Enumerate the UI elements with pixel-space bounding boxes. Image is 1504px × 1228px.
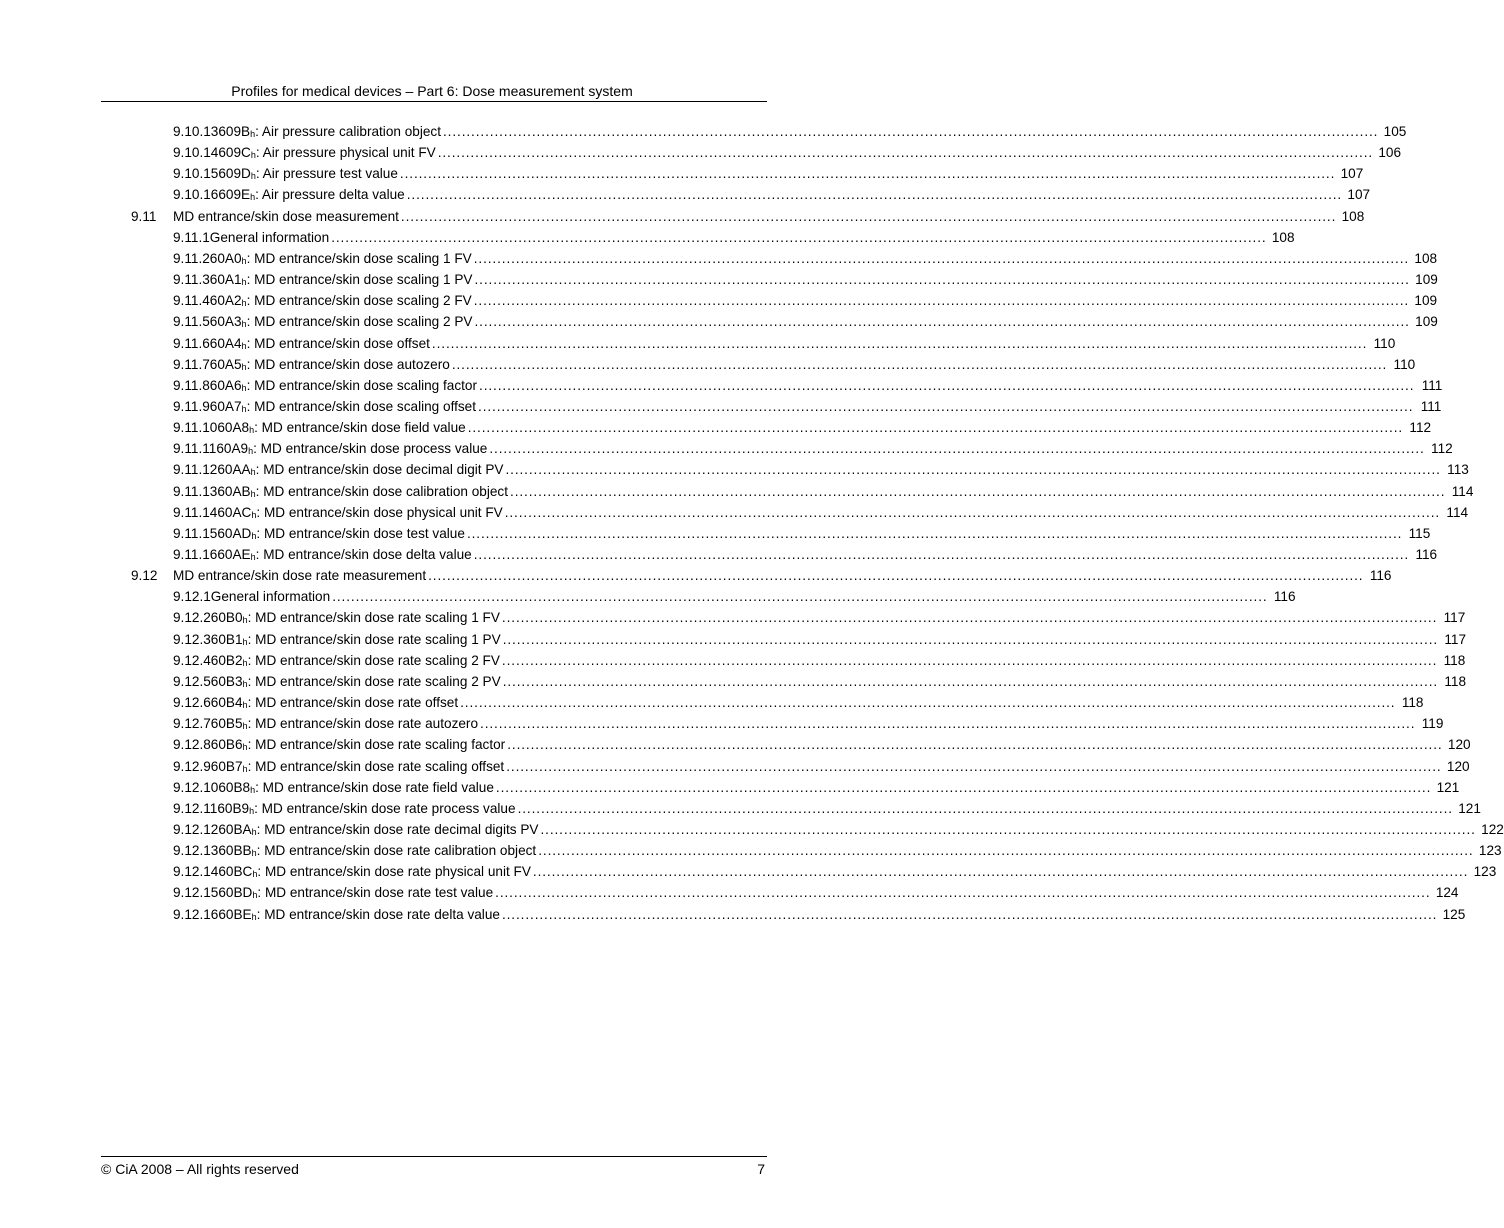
- toc-section-number: 9.11.6: [173, 335, 210, 351]
- toc-page-number: 110: [1373, 335, 1396, 351]
- toc-entry-text: : Air pressure test value: [255, 166, 398, 182]
- toc-entry-text: : MD entrance/skin dose scaling 2 FV: [246, 293, 472, 309]
- hex-subscript: h: [250, 171, 256, 182]
- toc-entry[interactable]: [0, 734, 1471, 755]
- dot-leader: ........................................................................................................................................................................................................: [502, 673, 1439, 689]
- toc-section-number: 9.12.4: [173, 652, 211, 668]
- toc-object-index: 60BE: [218, 906, 252, 922]
- dot-leader: ........................................................................................................................................................................................................: [460, 695, 1396, 711]
- toc-page-number: 123: [1478, 843, 1502, 859]
- hex-subscript: h: [242, 700, 248, 711]
- toc-object-index: 609E: [218, 187, 251, 203]
- toc-object-index: 60B5: [210, 716, 243, 732]
- toc-page-number: 116: [1273, 589, 1296, 605]
- toc-section-number: 9.12.9: [173, 758, 211, 774]
- dot-leader: ........................................................................................................................................................................................................: [538, 843, 1474, 859]
- toc-object-index: 60AC: [217, 504, 252, 520]
- dot-leader: ........................................................................................................................................................................................................: [479, 377, 1415, 393]
- toc-section-number: 9.11.15: [173, 525, 218, 541]
- toc-section-number: 9.12.15: [173, 885, 219, 901]
- toc-entry[interactable]: [0, 650, 1466, 671]
- toc-entry[interactable]: [0, 692, 1424, 713]
- hex-subscript: h: [251, 826, 257, 837]
- toc-entry[interactable]: [0, 607, 1466, 628]
- toc-entry-text: : MD entrance/skin dose scaling 1 PV: [246, 272, 473, 288]
- toc-page-number: 110: [1393, 356, 1416, 372]
- toc-page-number: 116: [1369, 568, 1392, 584]
- toc-entry-text: : MD entrance/skin dose calibration object: [255, 483, 509, 499]
- toc-entry-text: : MD entrance/skin dose process value: [253, 441, 488, 457]
- dot-leader: ........................................................................................................................................................................................................: [428, 568, 1364, 584]
- toc-section-number: 9.11.13: [173, 483, 218, 499]
- toc-object-index: 60A0: [209, 250, 242, 266]
- hex-subscript: h: [251, 911, 257, 922]
- toc-entry[interactable]: [0, 481, 1474, 502]
- toc-page-number: 108: [1271, 229, 1295, 245]
- toc-page-number: 118: [1444, 673, 1467, 689]
- hex-subscript: h: [241, 277, 247, 288]
- dot-leader: ........................................................................................................................................................................................................: [495, 779, 1432, 795]
- page-header: [101, 82, 767, 102]
- toc-entry-text: : MD entrance/skin dose decimal digit PV: [255, 462, 504, 478]
- hex-subscript: h: [248, 446, 254, 457]
- hex-subscript: h: [242, 636, 248, 647]
- hex-subscript: h: [242, 742, 248, 753]
- toc-page-number: 123: [1473, 864, 1497, 880]
- toc-entry-text: : MD entrance/skin dose rate decimal digits PV: [256, 821, 539, 837]
- toc-section-number: 9.12: [131, 568, 158, 584]
- dot-leader: ........................................................................................................................................................................................................: [406, 187, 1343, 203]
- toc-object-index: 60A1: [209, 272, 242, 288]
- toc-object-index: 60A2: [209, 293, 242, 309]
- hex-subscript: h: [250, 467, 256, 478]
- dot-leader: ........................................................................................................................................................................................................: [501, 906, 1438, 922]
- toc-object-index: 60A8: [217, 420, 250, 436]
- page-number: 7: [757, 1161, 765, 1177]
- toc-object-index: 60A4: [209, 335, 242, 351]
- toc-section-number: 9.11.1: [173, 229, 210, 245]
- toc-page-number: 109: [1414, 293, 1438, 309]
- toc-entry[interactable]: [0, 861, 1497, 882]
- toc-section-number: 9.12.1: [173, 589, 211, 605]
- toc-section-number: 9.10.14: [173, 145, 219, 161]
- toc-entry[interactable]: [0, 396, 1442, 417]
- toc-entry-text: : MD entrance/skin dose rate calibration object: [256, 843, 537, 859]
- toc-object-index: 60A5: [209, 356, 242, 372]
- toc-object-index: 60B0: [210, 610, 243, 626]
- toc-page-number: 114: [1446, 504, 1469, 520]
- dot-leader: ........................................................................................................................................................................................................: [467, 420, 1404, 436]
- dot-leader: ........................................................................................................................................................................................................: [501, 610, 1438, 626]
- toc-section-number: 9.12.8: [173, 737, 211, 753]
- toc-page-number: 121: [1436, 779, 1460, 795]
- toc-section-number: 9.12.7: [173, 716, 211, 732]
- header-title: Profiles for medical devices – Part 6: Dose measurement system: [231, 83, 633, 99]
- toc-page-number: 116: [1415, 547, 1438, 562]
- toc-page-number: 111: [1421, 377, 1443, 393]
- toc-object-index: 60A6: [209, 377, 242, 393]
- toc-page-number: 114: [1451, 483, 1474, 499]
- toc-entry[interactable]: [0, 142, 1402, 163]
- toc-section-number: 9.12.11: [173, 800, 218, 816]
- dot-leader: ........................................................................................................................................................................................................: [466, 525, 1403, 541]
- toc-page-number: 106: [1378, 145, 1402, 161]
- toc-entry[interactable]: [0, 417, 1432, 438]
- toc-entry[interactable]: [0, 269, 1438, 290]
- toc-object-index: 60B1: [210, 631, 243, 647]
- toc-entry[interactable]: [0, 502, 1469, 523]
- toc-entry[interactable]: [0, 227, 1295, 248]
- dot-leader: ........................................................................................................................................................................................................: [478, 398, 1414, 414]
- toc-page-number: 119: [1421, 716, 1444, 732]
- dot-leader: ........................................................................................................................................................................................................: [501, 652, 1438, 668]
- toc-entry[interactable]: [0, 713, 1444, 734]
- hex-subscript: h: [250, 552, 256, 562]
- dot-leader: ........................................................................................................................................................................................................: [480, 716, 1416, 732]
- toc-section-number: 9.10.16: [173, 187, 219, 203]
- toc-page-number: 120: [1447, 737, 1471, 753]
- toc-entry[interactable]: [0, 354, 1416, 375]
- toc-entry[interactable]: [0, 375, 1443, 396]
- toc-entry[interactable]: [0, 882, 1459, 903]
- toc-page-number: 112: [1431, 441, 1453, 457]
- hex-subscript: h: [252, 869, 258, 880]
- toc-object-index: 60AA: [217, 462, 251, 478]
- toc-section-number: 9.10.13: [173, 124, 219, 139]
- toc-page-number: 109: [1415, 314, 1438, 330]
- toc-entry[interactable]: [0, 121, 1407, 142]
- toc-section-number: 9.12.2: [173, 610, 211, 626]
- toc-entry-text: General information: [209, 229, 330, 245]
- toc-section-number: 9.12.3: [173, 631, 211, 647]
- hex-subscript: h: [251, 509, 257, 520]
- dot-leader: ........................................................................................................................................................................................................: [473, 293, 1410, 309]
- toc-page-number: 107: [1347, 187, 1371, 203]
- toc-entry-text: : MD entrance/skin dose rate scaling 2 FV: [247, 652, 500, 668]
- toc-entry-text: : MD entrance/skin dose offset: [246, 335, 430, 351]
- toc-page-number: 118: [1443, 652, 1466, 668]
- hex-subscript: h: [242, 763, 248, 774]
- dot-leader: ........................................................................................................................................................................................................: [489, 441, 1425, 457]
- hex-subscript: h: [242, 615, 248, 626]
- toc-section-number: 9.12.14: [173, 864, 219, 880]
- toc-object-index: 60B7: [210, 758, 243, 774]
- hex-subscript: h: [250, 488, 256, 499]
- toc-object-index: 60B3: [210, 673, 243, 689]
- hex-subscript: h: [249, 805, 255, 816]
- hex-subscript: h: [250, 192, 256, 203]
- toc-page-number: 113: [1447, 462, 1469, 478]
- toc-object-index: 60AB: [217, 483, 251, 499]
- toc-entry[interactable]: [0, 586, 1296, 607]
- toc-entry[interactable]: [0, 565, 1392, 586]
- toc-page-number: 107: [1340, 166, 1364, 182]
- toc-entry[interactable]: [0, 333, 1396, 354]
- dot-leader: ........................................................................................................................................................................................................: [532, 864, 1469, 880]
- dot-leader: ........................................................................................................................................................................................................: [331, 229, 1267, 245]
- toc-entry-text: : MD entrance/skin dose rate scaling 1 PV: [247, 631, 501, 647]
- toc-entry[interactable]: [0, 523, 1431, 544]
- toc-entry-title: [210, 227, 329, 248]
- toc-entry-text: : Air pressure delta value: [255, 187, 405, 203]
- hex-subscript: h: [251, 530, 257, 541]
- toc-entry-text: : MD entrance/skin dose scaling offset: [246, 398, 477, 414]
- toc-page-number: 105: [1383, 124, 1407, 139]
- toc-object-index: 60BA: [218, 821, 252, 837]
- toc-entry-title: [218, 904, 500, 928]
- toc-entry[interactable]: [0, 184, 1371, 205]
- toc-entry-text: : MD entrance/skin dose autozero: [246, 356, 450, 372]
- toc-entry-text: : MD entrance/skin dose rate scaling 2 PV: [247, 673, 501, 689]
- toc-entry[interactable]: [0, 629, 1467, 650]
- toc-entry-text: : MD entrance/skin dose rate physical unit FV: [257, 864, 531, 880]
- toc-section-number: 9.10.15: [173, 166, 219, 182]
- toc-entry-text: MD entrance/skin dose measurement: [173, 208, 399, 224]
- toc-section-number: 9.11.7: [173, 356, 210, 372]
- toc-section-number: 9.11.4: [173, 293, 210, 309]
- toc-entry-text: : MD entrance/skin dose rate scaling 1 FV: [247, 610, 500, 626]
- toc-entry-text: : MD entrance/skin dose rate field value: [255, 779, 494, 795]
- toc-entry-title: [173, 565, 426, 586]
- copyright-notice: © CiA 2008 – All rights reserved: [101, 1161, 299, 1177]
- hex-subscript: h: [241, 382, 247, 393]
- dot-leader: ........................................................................................................................................................................................................: [332, 589, 1268, 605]
- toc-entry-text: : MD entrance/skin dose field value: [254, 420, 466, 436]
- toc-section-number: 9.11.3: [173, 272, 210, 288]
- toc-entry-text: : MD entrance/skin dose test value: [256, 525, 465, 541]
- dot-leader: ........................................................................................................................................................................................................: [431, 335, 1368, 351]
- dot-leader: ........................................................................................................................................................................................................: [505, 462, 1441, 478]
- toc-entry[interactable]: [0, 904, 1466, 925]
- hex-subscript: h: [242, 657, 248, 668]
- toc-object-index: 60B6: [210, 737, 243, 753]
- toc-entry-title: [173, 206, 399, 227]
- hex-subscript: h: [241, 298, 247, 309]
- toc-entry[interactable]: [0, 756, 1470, 777]
- dot-leader: ........................................................................................................................................................................................................: [495, 885, 1431, 901]
- toc-object-index: 60B4: [210, 695, 243, 711]
- dot-leader: ........................................................................................................................................................................................................: [507, 737, 1443, 753]
- toc-entry-text: : MD entrance/skin dose rate delta value: [256, 906, 500, 922]
- toc-page-number: 115: [1408, 525, 1431, 541]
- toc-section-number: 9.11.11: [173, 441, 217, 457]
- toc-entry-text: : MD entrance/skin dose rate test value: [257, 885, 494, 901]
- page-footer: [101, 1156, 767, 1177]
- toc-page-number: 124: [1435, 885, 1459, 901]
- toc-object-index: 60BD: [218, 885, 253, 901]
- hex-subscript: h: [241, 361, 247, 372]
- toc-section-number: 9.11.16: [173, 547, 218, 562]
- hex-subscript: h: [242, 721, 248, 732]
- dot-leader: ........................................................................................................................................................................................................: [502, 631, 1439, 647]
- toc-entry[interactable]: [0, 290, 1438, 311]
- toc-object-index: 60A7: [209, 398, 242, 414]
- toc-object-index: 60AD: [217, 525, 252, 541]
- toc-page-number: 108: [1341, 208, 1365, 224]
- toc-section-number: 9.12.6: [173, 695, 211, 711]
- toc-page-number: 112: [1409, 420, 1432, 436]
- hex-subscript: h: [250, 150, 256, 161]
- hex-subscript: h: [241, 255, 247, 266]
- toc-entry[interactable]: [0, 819, 1504, 840]
- toc-section-number: 9.12.10: [173, 779, 219, 795]
- dot-leader: ........................................................................................................................................................................................................: [474, 272, 1410, 288]
- toc-section-number: 9.11.14: [173, 504, 218, 520]
- hex-subscript: h: [241, 403, 247, 414]
- toc-entry-text: : MD entrance/skin dose scaling 1 FV: [246, 250, 472, 266]
- toc-entry-text: : MD entrance/skin dose rate scaling offset: [247, 758, 505, 774]
- toc-object-index: 60A3: [209, 314, 242, 330]
- toc-entry-text: : MD entrance/skin dose scaling factor: [246, 377, 478, 393]
- toc-object-index: 60A9: [216, 441, 249, 457]
- toc-entry[interactable]: [0, 438, 1453, 459]
- toc-page-number: 120: [1446, 758, 1470, 774]
- toc-section-number: 9.11.9: [173, 398, 210, 414]
- toc-page-number: 117: [1443, 610, 1466, 626]
- toc-page-number: 111: [1420, 398, 1442, 414]
- toc-entry[interactable]: [0, 777, 1460, 798]
- toc-entry-text: : MD entrance/skin dose delta value: [255, 547, 472, 562]
- hex-subscript: h: [249, 425, 255, 436]
- toc-entry[interactable]: [0, 311, 1438, 332]
- hex-subscript: h: [241, 340, 247, 351]
- toc-entry[interactable]: [0, 206, 1365, 227]
- toc-entry[interactable]: [0, 840, 1502, 861]
- toc-section-number: 9.11.2: [173, 250, 210, 266]
- dot-leader: ........................................................................................................................................................................................................: [399, 166, 1336, 182]
- toc-section-number: 9.11.5: [173, 314, 210, 330]
- toc-entry-text: : MD entrance/skin dose rate offset: [247, 695, 459, 711]
- dot-leader: ........................................................................................................................................................................................................: [504, 504, 1441, 520]
- toc-entry[interactable]: [0, 163, 1364, 184]
- toc-entry-text: : Air pressure physical unit FV: [255, 145, 436, 161]
- toc-entry-text: : MD entrance/skin dose rate autozero: [247, 716, 479, 732]
- toc-section-number: 9.11: [131, 208, 157, 224]
- dot-leader: ........................................................................................................................................................................................................: [473, 547, 1410, 562]
- toc-entry-text: MD entrance/skin dose rate measurement: [173, 568, 427, 584]
- hex-subscript: h: [241, 319, 247, 330]
- dot-leader: ........................................................................................................................................................................................................: [517, 800, 1453, 816]
- dot-leader: ........................................................................................................................................................................................................: [506, 758, 1442, 774]
- toc-entry-text: : MD entrance/skin dose rate scaling factor: [247, 737, 506, 753]
- dot-leader: ........................................................................................................................................................................................................: [473, 250, 1410, 266]
- dot-leader: ........................................................................................................................................................................................................: [451, 356, 1388, 372]
- toc-object-index: 609D: [218, 166, 251, 182]
- toc-entry[interactable]: [0, 544, 1438, 565]
- dot-leader: ........................................................................................................................................................................................................: [510, 483, 1446, 499]
- toc-section-number: 9.11.10: [173, 420, 218, 436]
- toc-page-number: 121: [1458, 800, 1481, 816]
- toc-page-number: 125: [1442, 906, 1466, 922]
- toc-section-number: 9.12.5: [173, 673, 211, 689]
- toc-page-number: 118: [1401, 695, 1424, 711]
- toc-section-number: 9.12.12: [173, 821, 219, 837]
- toc-object-index: 60AE: [217, 547, 251, 562]
- dot-leader: ........................................................................................................................................................................................................: [443, 124, 1379, 139]
- toc-entry-title: [211, 586, 330, 607]
- toc-entry-text: : Air pressure calibration object: [255, 124, 441, 139]
- toc-object-index: 60B2: [210, 652, 243, 668]
- toc-object-index: 60B9: [217, 800, 250, 816]
- toc-entry-text: General information: [210, 589, 331, 605]
- toc-object-index: 609C: [218, 145, 251, 161]
- hex-subscript: h: [252, 890, 258, 901]
- dot-leader: ........................................................................................................................................................................................................: [437, 145, 1374, 161]
- toc-entry[interactable]: [0, 798, 1481, 819]
- toc-object-index: 609B: [218, 124, 251, 139]
- toc-object-index: 60BC: [218, 864, 253, 880]
- toc-object-index: 60BB: [218, 843, 252, 859]
- hex-subscript: h: [250, 129, 256, 139]
- toc-section-number: 9.12.13: [173, 843, 219, 859]
- toc-page-number: 109: [1415, 272, 1438, 288]
- toc-page-number: 117: [1444, 631, 1467, 647]
- toc-entry-text: : MD entrance/skin dose rate process value: [254, 800, 516, 816]
- toc-entry-text: : MD entrance/skin dose physical unit FV: [256, 504, 503, 520]
- hex-subscript: h: [250, 784, 256, 795]
- toc-page-number: 108: [1414, 250, 1438, 266]
- dot-leader: ........................................................................................................................................................................................................: [400, 208, 1337, 224]
- dot-leader: ........................................................................................................................................................................................................: [474, 314, 1410, 330]
- toc-entry[interactable]: [0, 459, 1469, 480]
- toc-section-number: 9.12.16: [173, 906, 219, 922]
- toc-object-index: 60B8: [218, 779, 251, 795]
- hex-subscript: h: [242, 678, 248, 689]
- toc-entry[interactable]: [0, 248, 1438, 269]
- toc-page-number: 122: [1481, 821, 1504, 837]
- toc-section-number: 9.11.8: [173, 377, 210, 393]
- dot-leader: ........................................................................................................................................................................................................: [540, 821, 1476, 837]
- toc-entry-text: : MD entrance/skin dose scaling 2 PV: [246, 314, 473, 330]
- toc-entry[interactable]: [0, 671, 1467, 692]
- toc-section-number: 9.11.12: [173, 462, 218, 478]
- hex-subscript: h: [251, 848, 257, 859]
